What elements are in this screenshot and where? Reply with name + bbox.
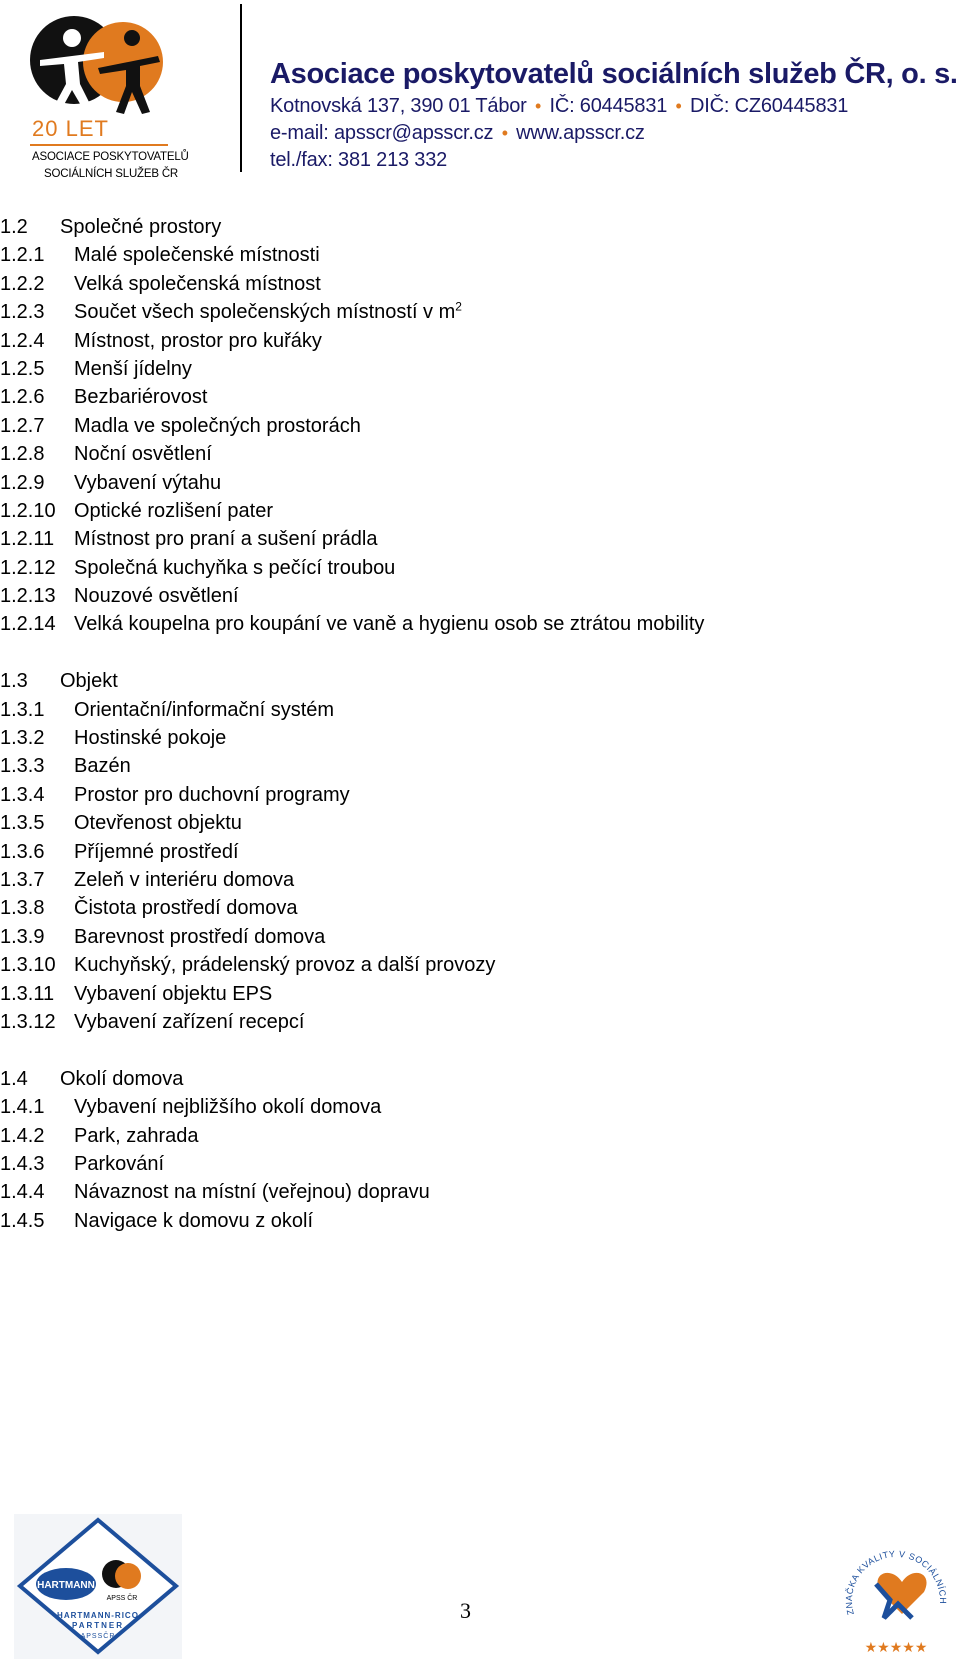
item-number: 1.2.4 — [0, 329, 45, 352]
item-title: Vybavení zařízení recepcí — [74, 1010, 305, 1033]
item-number: 1.3.11 — [0, 982, 55, 1005]
item-title: Místnost pro praní a sušení prádla — [74, 528, 378, 551]
item-title: Kuchyňský, prádelenský provoz a další provozy — [74, 954, 496, 977]
item-number: 1.3.2 — [0, 727, 45, 750]
contact-line — [270, 122, 958, 145]
logo-divider — [30, 144, 168, 146]
list-item — [0, 241, 900, 269]
organization-info — [270, 58, 958, 172]
section-title: Objekt — [60, 670, 118, 693]
item-number: 1.2.12 — [0, 556, 56, 579]
item-number: 1.3.10 — [0, 954, 56, 977]
item-title: Návaznost na místní (veřejnou) dopravu — [74, 1181, 430, 1204]
item-title: Společná kuchyňka s pečící troubou — [74, 556, 396, 579]
item-number: 1.3.12 — [0, 1010, 56, 1033]
list-item — [0, 1207, 900, 1235]
header-divider — [240, 4, 242, 172]
section-title: Okolí domova — [60, 1067, 184, 1090]
item-title: Madla ve společných prostorách — [74, 414, 361, 437]
superscript: 2 — [455, 299, 462, 314]
item-title: Velká společenská místnost — [74, 272, 321, 295]
list-item — [0, 1150, 900, 1178]
item-number: 1.2.6 — [0, 386, 45, 409]
list-item — [0, 923, 900, 951]
item-title: Bezbariérovost — [74, 386, 208, 409]
email-link[interactable]: e-mail: apsscr@apsscr.cz — [270, 122, 494, 144]
list-item — [0, 355, 900, 383]
item-title: Menší jídelny — [74, 357, 192, 380]
item-title: Zeleň v interiéru domova — [74, 868, 295, 891]
list-item — [0, 440, 900, 468]
stars-icon: ★★★★★ — [864, 1640, 928, 1656]
item-number: 1.3.4 — [0, 783, 45, 806]
item-number: 1.4.4 — [0, 1181, 45, 1204]
item-title: Nouzové osvětlení — [74, 585, 239, 608]
section-number: 1.4 — [0, 1067, 28, 1090]
item-title: Noční osvětlení — [74, 443, 212, 466]
section-heading — [0, 667, 900, 695]
list-item — [0, 809, 900, 837]
item-number: 1.4.5 — [0, 1209, 45, 1232]
logo-text-line1: ASOCIACE POSKYTOVATELŮ — [32, 151, 189, 163]
section-heading — [0, 213, 900, 241]
item-title: Malé společenské místnosti — [74, 244, 320, 267]
item-number: 1.4.1 — [0, 1096, 45, 1119]
item-number: 1.2.5 — [0, 357, 45, 380]
dic-number: DIČ: CZ60445831 — [690, 95, 849, 117]
item-number: 1.2.10 — [0, 499, 56, 522]
list-item — [0, 866, 900, 894]
list-item — [0, 980, 900, 1008]
list-item — [0, 752, 900, 780]
list-item — [0, 1178, 900, 1206]
item-number: 1.2.1 — [0, 244, 45, 267]
list-item — [0, 298, 900, 326]
item-number: 1.3.9 — [0, 925, 45, 948]
bullet-icon: • — [675, 96, 682, 116]
item-number: 1.2.7 — [0, 414, 45, 437]
list-item — [0, 469, 900, 497]
item-number: 1.2.9 — [0, 471, 45, 494]
bullet-icon: • — [501, 123, 508, 143]
quality-arc-text: ZNAČKA KVALITY V SOCIÁLNÍCH — [843, 1548, 949, 1616]
item-number: 1.3.1 — [0, 698, 45, 721]
item-title: Velká koupelna pro koupání ve vaně a hygienu osob se ztrátou mobility — [74, 613, 705, 636]
organization-name: Asociace poskytovatelů sociálních služeb ČR, o. s. — [270, 58, 958, 90]
item-number: 1.2.11 — [0, 528, 55, 551]
item-title: Orientační/informační systém — [74, 698, 335, 721]
item-number: 1.3.8 — [0, 897, 45, 920]
badge-line2: PARTNER — [71, 1621, 125, 1630]
quality-mark-badge — [840, 1522, 952, 1660]
item-title: Čistota prostředí domova — [74, 897, 298, 920]
list-item — [0, 781, 900, 809]
section-title: Společné prostory — [60, 216, 222, 238]
bullet-icon: • — [535, 96, 542, 116]
item-title: Vybavení výtahu — [74, 471, 222, 494]
item-title: Optické rozlišení pater — [74, 499, 273, 522]
spacer — [0, 1036, 900, 1064]
item-title: Parkování — [74, 1152, 165, 1175]
item-title: Navigace k domovu z okolí — [74, 1209, 314, 1232]
spacer — [0, 639, 900, 667]
item-title: Místnost, prostor pro kuřáky — [74, 329, 322, 352]
list-item — [0, 838, 900, 866]
list-item — [0, 554, 900, 582]
list-item — [0, 497, 900, 525]
people-icon — [28, 8, 168, 118]
hartmann-brand: HARTMANN — [37, 1580, 95, 1591]
badge-line3: APSSČR — [80, 1633, 116, 1640]
list-item — [0, 412, 900, 440]
item-number: 1.2.2 — [0, 272, 45, 295]
item-number: 1.4.3 — [0, 1152, 45, 1175]
item-number: 1.3.3 — [0, 755, 45, 778]
document-outline — [0, 213, 900, 1235]
list-item — [0, 610, 900, 638]
badge-small-text: APSS ČR — [106, 1595, 138, 1602]
item-title: Park, zahrada — [74, 1124, 199, 1147]
list-item — [0, 582, 900, 610]
item-title: Barevnost prostředí domova — [74, 925, 326, 948]
list-item — [0, 724, 900, 752]
logo-text-line2: SOCIÁLNÍCH SLUŽEB ČR — [44, 168, 179, 180]
item-number: 1.3.6 — [0, 840, 45, 863]
item-number: 1.2.3 — [0, 301, 45, 324]
page-number: 3 — [460, 1598, 471, 1623]
phone-line: tel./fax: 381 213 332 — [270, 149, 448, 171]
address: Kotnovská 137, 390 01 Tábor — [270, 95, 527, 117]
item-title: Hostinské pokoje — [74, 727, 227, 750]
item-title: Otevřenost objektu — [74, 812, 242, 835]
logo-years: 20 LET — [32, 116, 109, 141]
list-item — [0, 1008, 900, 1036]
item-number: 1.3.7 — [0, 868, 45, 891]
item-number: 1.2.8 — [0, 443, 45, 466]
item-title: Vybavení objektu EPS — [74, 982, 273, 1005]
item-number: 1.2.13 — [0, 585, 56, 608]
web-link[interactable]: www.apsscr.cz — [516, 122, 645, 144]
list-item — [0, 327, 900, 355]
item-title: Bazén — [74, 755, 131, 778]
list-item — [0, 696, 900, 724]
section-heading — [0, 1065, 900, 1093]
item-title: Vybavení nejbližšího okolí domova — [74, 1096, 382, 1119]
list-item — [0, 525, 900, 553]
section-number: 1.3 — [0, 670, 28, 693]
list-item — [0, 1093, 900, 1121]
item-title: Příjemné prostředí — [74, 840, 239, 863]
address-line — [270, 95, 958, 118]
ic-number: IČ: 60445831 — [549, 95, 668, 117]
item-number: 1.4.2 — [0, 1124, 45, 1147]
item-number: 1.2.14 — [0, 613, 56, 636]
badge-line1: HARTMANN-RICO — [57, 1611, 139, 1620]
item-number: 1.3.5 — [0, 812, 45, 835]
list-item — [0, 383, 900, 411]
list-item — [0, 1122, 900, 1150]
hartmann-partner-badge — [14, 1514, 182, 1659]
list-item — [0, 270, 900, 298]
list-item — [0, 894, 900, 922]
section-number: 1.2 — [0, 216, 28, 238]
item-title: Součet všech společenských místností v m — [74, 301, 456, 324]
list-item — [0, 951, 900, 979]
item-title: Prostor pro duchovní programy — [74, 783, 350, 806]
apss-logo — [28, 8, 189, 180]
